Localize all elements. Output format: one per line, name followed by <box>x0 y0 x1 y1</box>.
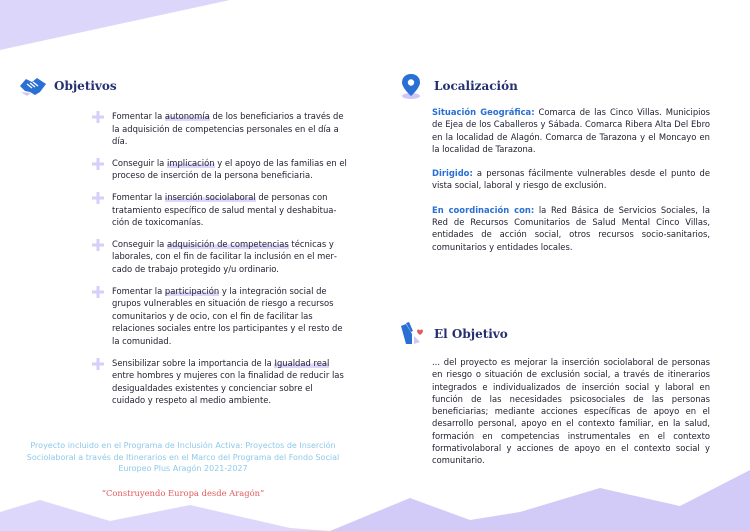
objetivo-text-pre: Fomentar la <box>112 191 165 202</box>
objetivo-text-post: y la integración social de grupos vulnerables en situación de riesgo a recursos comunitarios y de ocio, con el fin de facilitar las relaciones sociales entre los participantes y el resto de la comunidad. <box>112 285 343 346</box>
objetivo-text-pre: Fomentar la <box>112 285 165 296</box>
hands-heart-icon <box>398 320 426 348</box>
objetivo-text-pre: Sensibilizar sobre la importancia de la <box>112 357 275 368</box>
objetivos-section <box>18 72 348 416</box>
localizacion-header <box>398 72 710 100</box>
coordinacion-paragraph <box>398 204 710 253</box>
localizacion-section <box>398 72 710 265</box>
objetivo-item <box>18 357 348 407</box>
plus-icon <box>92 111 104 123</box>
objetivo-item <box>18 191 348 229</box>
objetivo-highlight: inserción sociolaboral <box>164 191 256 202</box>
objetivo-text-post: entre hombres y mujeres con la finalidad de reducir las desigualdades existentes y concienciar sobre el cuidado y respeto al medio ambiente. <box>112 370 344 406</box>
objetivo-text-post: de personas con tratamiento específico de salud mental y deshabituación de toxicomanías. <box>112 191 337 228</box>
coordinacion-label: En coordinación con: <box>432 204 535 215</box>
objetivo-item <box>18 110 348 148</box>
dirigido-paragraph <box>398 167 710 192</box>
objetivo-highlight: participación <box>164 285 220 296</box>
objetivo-text-post: técnicas y laborales, con el fin de facilitar la inclusión en el mercado de trabajo protegido y/u ordinario. <box>112 238 337 274</box>
objetivo-text-post: y el apoyo de las familias en el proceso de inserción de la persona beneficiaria. <box>112 157 347 181</box>
plus-icon <box>92 358 104 370</box>
localizacion-title: Localización <box>434 79 518 93</box>
el-objetivo-header <box>398 320 710 348</box>
plus-icon <box>92 286 104 298</box>
objetivo-text-pre: Conseguir la <box>112 157 167 168</box>
el-objetivo-title: El Objetivo <box>434 327 508 341</box>
dirigido-label: Dirigido: <box>432 168 473 179</box>
handshake-icon <box>18 74 48 98</box>
objetivo-item <box>18 157 348 182</box>
el-objetivo-text: ... del proyecto es mejorar la inserción sociolaboral de personas en riesgo o situación de exclusión social, a través de itinerarios integrados e individualizados de inserción social y laboral en función de las necesidades psicosociales de las personas beneficiarias; mediante acciones específicas de apoyo en el desarrollo personal, apoyo en el contexto familiar, en la salud, formación en competencias instrumentales en el contexto formativolaboral y acciones de apoyo en el contexto social y comunitario. <box>432 357 710 466</box>
objetivos-list <box>18 110 348 407</box>
top-left-triangle <box>0 0 230 50</box>
situacion-paragraph <box>398 106 710 155</box>
situacion-text: Comarca de las Cinco Villas. Municipios de Ejea de los Caballeros y Sábada. Comarca Ribera Alta Del Ebro en la localidad de Alagón. Comarca de Tarazona y el Moncayo en la localidad de Tarazona. <box>432 107 710 154</box>
objetivo-text-pre: Fomentar la <box>112 111 165 121</box>
objetivo-highlight: adquisición de competencias <box>166 238 289 249</box>
objetivo-highlight: autonomía <box>164 111 210 121</box>
objetivo-item <box>18 238 348 276</box>
coordinacion-text: la Red Básica de Servicios Sociales, la Red de Recursos Comunitarios de Salud Mental Cinco Villas, entidades de acción social, otros recursos socio-sanitarios, comunitarios y entidades locales. <box>432 204 710 252</box>
objetivo-highlight: implicación <box>166 157 215 168</box>
objetivos-title: Objetivos <box>54 79 117 93</box>
objetivos-header <box>18 72 348 100</box>
el-objetivo-section <box>398 320 710 467</box>
plus-icon <box>92 192 104 204</box>
map-pin-icon <box>398 72 426 100</box>
localizacion-info <box>398 106 710 253</box>
program-note: Proyecto incluido en el Programa de Inclusión Activa: Proyectos de Inserción Sociolaboral a través de Itinerarios en el Marco del Programa del Fondo Social Europeo Plus Aragón 2021-2027 <box>26 441 340 473</box>
motto: “Construyendo Europa desde Aragón” <box>101 488 265 498</box>
objetivo-highlight: Igualdad real <box>274 357 330 368</box>
objetivo-text-post: de los beneficiarios a través de la adquisición de competencias personales en el día a día. <box>112 111 344 147</box>
bottom-wave-right <box>330 470 750 531</box>
dirigido-text: a personas fácilmente vulnerables desde el punto de vista social, laboral y riesgo de exclusión. <box>432 168 710 191</box>
bottom-wave <box>0 500 330 531</box>
plus-icon <box>92 158 104 170</box>
objetivo-item <box>18 285 348 348</box>
objetivo-text-pre: Conseguir la <box>112 238 167 249</box>
plus-icon <box>92 239 104 251</box>
situacion-label: Situación Geográfica: <box>432 107 535 117</box>
